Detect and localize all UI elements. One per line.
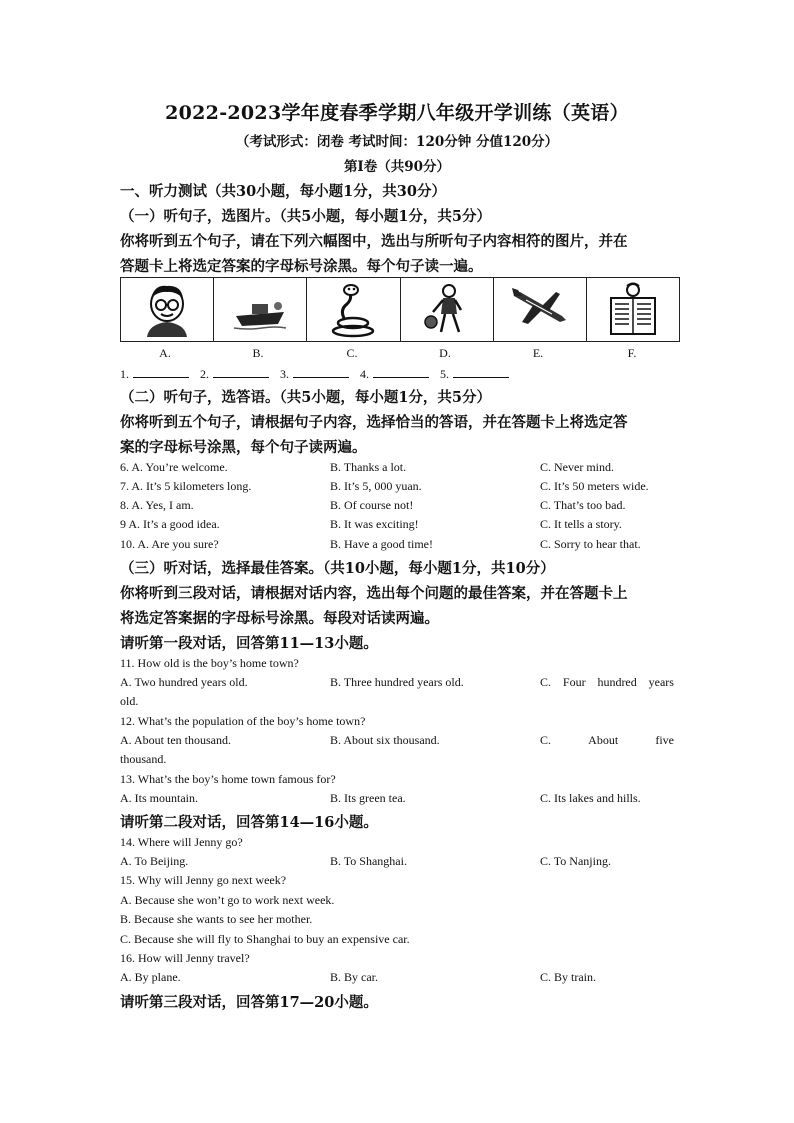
part2-instructions-line2: 案的字母标号涂黑，每个句子读两遍。 xyxy=(120,439,367,456)
q16-option-a: A. By plane. xyxy=(120,970,181,984)
q14-option-c: C. To Nanjing. xyxy=(540,854,611,868)
q12-option-c-word-1: C. xyxy=(540,733,552,747)
q12-option-c-word-2: About xyxy=(588,733,619,747)
answer-blank-3[interactable] xyxy=(293,367,349,378)
q8-option-c: C. That’s too bad. xyxy=(540,498,626,512)
q6-option-b: B. Thanks a lot. xyxy=(330,460,407,474)
q11-option-c-word-2: Four xyxy=(562,675,586,689)
answer-blanks xyxy=(120,367,517,382)
part1-heading: （一）听句子，选图片。（共5小题，每小题1分，共5分） xyxy=(120,208,492,225)
picture-cell-f xyxy=(587,278,679,341)
q11-option-a: A. Two hundred years old. xyxy=(120,675,248,689)
part3-heading: （三）听对话，选择最佳答案。（共10小题，每小题1分，共10分） xyxy=(120,560,555,577)
part1-instructions-line2: 答题卡上将选定答案的字母标号涂黑。每个句子读一遍。 xyxy=(120,258,483,275)
q11-option-b: B. Three hundred years old. xyxy=(330,675,464,689)
q12-stem: 12. What’s the population of the boy’s home town? xyxy=(120,714,366,728)
q12-option-c xyxy=(540,733,674,748)
q12-option-c-word-3: five xyxy=(655,733,674,747)
q10-option-b: B. Have a good time! xyxy=(330,537,433,551)
answer-blank-1[interactable] xyxy=(133,367,189,378)
picture-label-c: C. xyxy=(346,346,358,360)
dialog2-heading: 请听第二段对话，回答第14—16小题。 xyxy=(120,814,378,831)
part3-instructions-line1: 你将听到三段对话，请根据对话内容，选出每个问题的最佳答案，并在答题卡上 xyxy=(120,585,628,602)
q15-option-a: A. Because she won’t go to work next week. xyxy=(120,893,335,907)
dialog3-heading: 请听第三段对话，回答第17—20小题。 xyxy=(120,994,378,1011)
answer-blank-4[interactable] xyxy=(373,367,429,378)
part2-heading: （二）听句子，选答语。（共5小题，每小题1分，共5分） xyxy=(120,389,492,406)
answer-blank-2[interactable] xyxy=(213,367,269,378)
answer-label-2: 2. xyxy=(200,367,209,381)
boy-with-glasses-icon xyxy=(135,282,199,338)
q11-stem: 11. How old is the boy’s home town? xyxy=(120,656,299,670)
q11-option-c-wrap: old. xyxy=(120,694,139,708)
part1-instructions-line1: 你将听到五个句子，请在下列六幅图中，选出与所听句子内容相符的图片，并在 xyxy=(120,233,628,250)
airplane-icon xyxy=(508,282,572,338)
picture-label-a: A. xyxy=(159,346,171,360)
q9-option-c: C. It tells a story. xyxy=(540,517,622,531)
q15-stem: 15. Why will Jenny go next week? xyxy=(120,873,287,887)
page-title: 2022-2023学年度春季学期八年级开学训练（英语） xyxy=(165,102,629,124)
q16-stem: 16. How will Jenny travel? xyxy=(120,951,250,965)
q16-option-c: C. By train. xyxy=(540,970,596,984)
picture-cell-c xyxy=(307,278,400,341)
volume-heading: 第Ⅰ卷（共90分） xyxy=(343,159,451,175)
q11-option-c-word-1: C. xyxy=(540,675,552,689)
q15-option-b: B. Because she wants to see her mother. xyxy=(120,912,313,926)
q11-option-c-word-4: years xyxy=(648,675,674,689)
q14-option-b: B. To Shanghai. xyxy=(330,854,407,868)
picture-cell-a xyxy=(121,278,214,341)
picture-cell-d xyxy=(401,278,494,341)
answer-label-4: 4. xyxy=(360,367,369,381)
toy-boat-icon xyxy=(228,282,292,338)
picture-label-d: D. xyxy=(439,346,451,360)
q11-option-c-word-3: hundred xyxy=(597,675,637,689)
q14-stem: 14. Where will Jenny go? xyxy=(120,835,243,849)
picture-table xyxy=(120,277,680,342)
q13-option-a: A. Its mountain. xyxy=(120,791,198,805)
q12-option-a: A. About ten thousand. xyxy=(120,733,231,747)
q6-option-a: 6. A. You’re welcome. xyxy=(120,460,228,474)
exam-info: （考试形式：闭卷 考试时间：120分钟 分值120分） xyxy=(235,134,559,150)
answer-label-3: 3. xyxy=(280,367,289,381)
q13-option-b: B. Its green tea. xyxy=(330,791,406,805)
newspaper-reader-icon xyxy=(601,282,665,338)
q10-option-a: 10. A. Are you sure? xyxy=(120,537,219,551)
answer-label-5: 5. xyxy=(440,367,449,381)
q8-option-a: 8. A. Yes, I am. xyxy=(120,498,194,512)
q14-option-a: A. To Beijing. xyxy=(120,854,189,868)
q13-stem: 13. What’s the boy’s home town famous for? xyxy=(120,772,336,786)
q15-option-c: C. Because she will fly to Shanghai to buy an expensive car. xyxy=(120,932,410,946)
q7-option-a: 7. A. It’s 5 kilometers long. xyxy=(120,479,252,493)
basketball-player-icon xyxy=(415,282,479,338)
picture-label-e: E. xyxy=(532,346,544,360)
q7-option-c: C. It’s 50 meters wide. xyxy=(540,479,649,493)
picture-label-f: F. xyxy=(627,346,637,360)
answer-blank-5[interactable] xyxy=(453,367,509,378)
part2-instructions-line1: 你将听到五个句子，请根据句子内容，选择恰当的答语，并在答题卡上将选定答 xyxy=(120,414,628,431)
q16-option-b: B. By car. xyxy=(330,970,378,984)
q10-option-c: C. Sorry to hear that. xyxy=(540,537,641,551)
part3-instructions-line2: 将选定答案据的字母标号涂黑。每段对话读两遍。 xyxy=(120,610,439,627)
picture-label-b: B. xyxy=(252,346,264,360)
q12-option-c-wrap: thousand. xyxy=(120,752,167,766)
picture-cell-e xyxy=(494,278,587,341)
q9-option-a: 9 A. It’s a good idea. xyxy=(120,517,220,531)
q9-option-b: B. It was exciting! xyxy=(330,517,419,531)
dialog1-heading: 请听第一段对话，回答第11—13小题。 xyxy=(120,635,378,652)
snake-icon xyxy=(321,282,385,338)
q7-option-b: B. It’s 5, 000 yuan. xyxy=(330,479,422,493)
q12-option-b: B. About six thousand. xyxy=(330,733,440,747)
picture-cell-b xyxy=(214,278,307,341)
q6-option-c: C. Never mind. xyxy=(540,460,614,474)
q8-option-b: B. Of course not! xyxy=(330,498,414,512)
q11-option-c xyxy=(540,675,674,690)
section-heading: 一、听力测试（共30小题，每小题1分，共30分） xyxy=(120,183,446,200)
answer-label-1: 1. xyxy=(120,367,129,381)
q13-option-c: C. Its lakes and hills. xyxy=(540,791,641,805)
